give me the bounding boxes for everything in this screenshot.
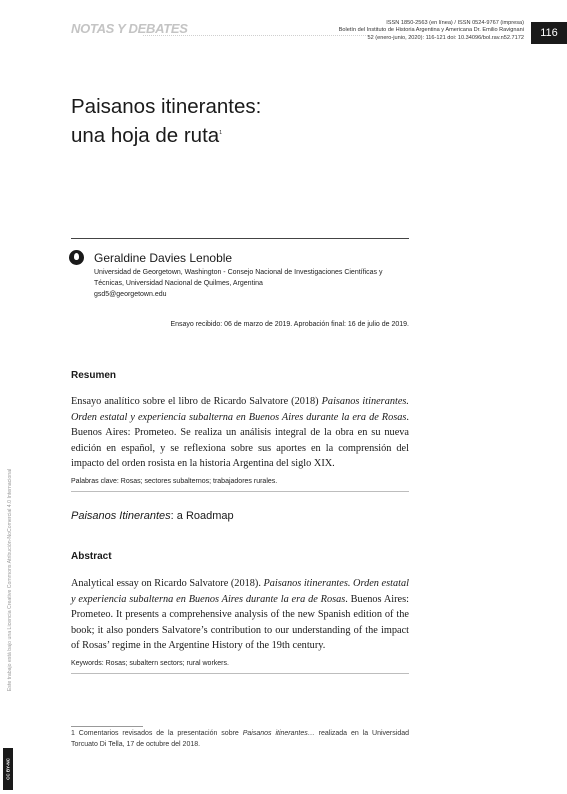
- resumen-paragraph: Ensayo analítico sobre el libro de Ricardo Salvatore (2018) Paisanos itinerantes. Orden estatal y experiencia subalterna en Buenos Aires durante la era de Rosas. Buenos Aires: Prometeo. Se realiza un análisis integral de la obra en su nueva edición en español, y se reflexiona sobre sus aportes en la comprensión del impacto del orden rosista en la historia Argentina del siglo XIX.: [71, 396, 410, 469]
- author-top-rule: [71, 238, 409, 239]
- title-line-1: Paisanos itinerantes:: [71, 95, 262, 118]
- footnote-marker[interactable]: 1: [219, 130, 222, 136]
- license-text: Este trabajo está bajo una Licencia Creative Commons Atribución-NoComercial 4.0 Internacional: [7, 468, 13, 692]
- article-title: [71, 93, 261, 149]
- abstract-heading: Abstract: [71, 551, 112, 562]
- title-line-2: una hoja de ruta$^1$: [71, 124, 222, 147]
- submission-dates: Ensayo recibido: 06 de marzo de 2019. Aprobación final: 16 de julio de 2019.: [170, 321, 409, 328]
- english-title: Paisanos Itinerantes: a Roadmap: [71, 510, 234, 522]
- footnote: 1 Comentarios revisados de la presentación sobre Paisanos itinerantes… realizada en la Universidad Torcuato Di Tella, 17 de octubre del 2018.: [71, 730, 409, 748]
- section-label: NOTAS Y DEBATES: [71, 21, 188, 36]
- author-affiliation: [94, 267, 404, 300]
- issn-line: ISSN 1850-2563 (en línea) / ISSN 0524-9767 (impresa): [386, 20, 524, 26]
- author-pen-icon: [69, 250, 84, 265]
- journal-name-line: Boletín del Instituto de Historia Argentina y Americana Dr. Emilio Ravignani: [338, 27, 524, 34]
- abstract-paragraph: Analytical essay on Ricardo Salvatore (2018). Paisanos itinerantes. Orden estatal y experiencia subalterna en Buenos Aires durante la era de Rosas. Buenos Aires: Prometeo. It presents a comprehensive analysis of the new Spanish edition of the book; it also ponders Salvatore’s contribution to our understanding of the impact of Rosas’ regime in the Argentine History of the 19th century.: [71, 578, 409, 651]
- keywords-divider: [71, 673, 409, 674]
- palabras-clave: Palabras clave: Rosas; sectores subalternos; trabajadores rurales.: [71, 478, 278, 485]
- author-name: Geraldine Davies Lenoble: [94, 251, 233, 265]
- journal-info: [339, 20, 524, 42]
- page-number: 116: [531, 22, 567, 44]
- cc-license-icon[interactable]: CC BY-NC: [3, 748, 13, 790]
- keywords-divider: [71, 491, 409, 492]
- header-divider: [143, 35, 368, 36]
- resumen-heading: Resumen: [71, 370, 117, 381]
- keywords: Keywords: Rosas; subaltern sectors; rural workers.: [71, 660, 229, 667]
- affiliation-line: Técnicas, Universidad Nacional de Quilmes, Argentina: [94, 280, 263, 287]
- author-email[interactable]: gsd5@georgetown.edu: [94, 291, 167, 298]
- footnote-rule: [71, 726, 143, 727]
- volume-doi-line: 52 (enero-junio, 2020): 116-121 doi: 10.34096/bol.rav.n52.7172: [367, 34, 524, 41]
- affiliation-line: Universidad de Georgetown, Washington - Consejo Nacional de Investigaciones Científicas y: [94, 269, 383, 276]
